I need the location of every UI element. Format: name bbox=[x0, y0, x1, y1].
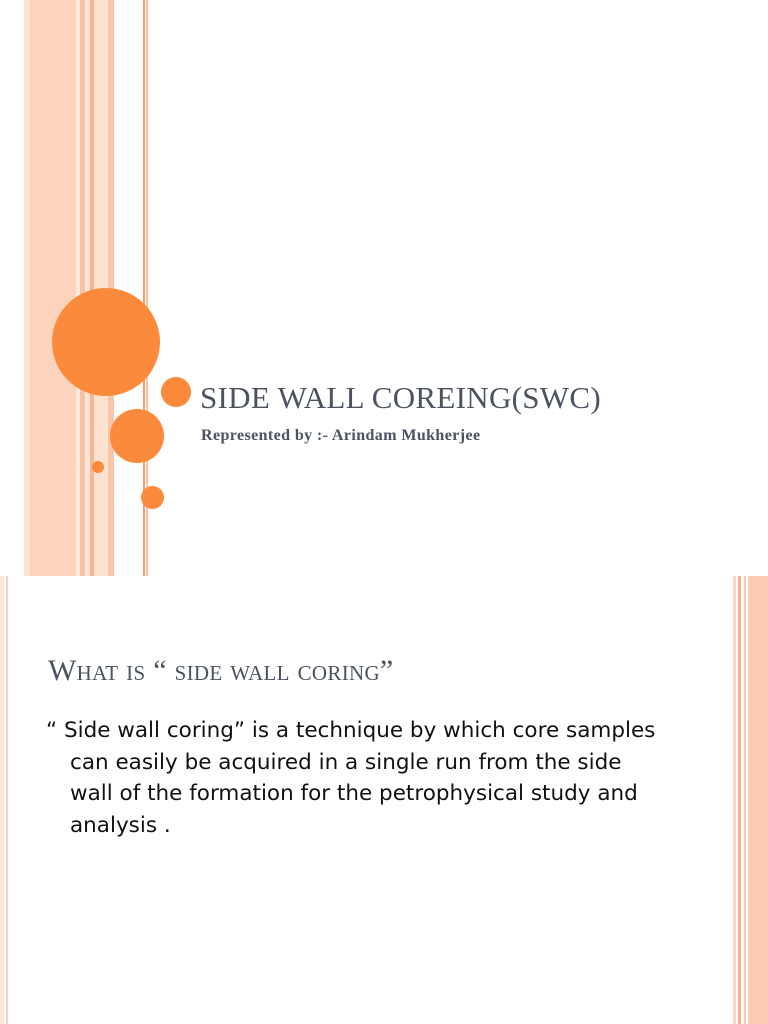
decor-circle-small bbox=[141, 486, 164, 509]
decor-stripe bbox=[30, 0, 76, 576]
content-slide bbox=[0, 576, 768, 1024]
slide-subtitle: Represented by :- Arindam Mukherjee bbox=[201, 427, 481, 444]
decor-stripe bbox=[748, 576, 768, 1024]
slide-heading: What is “ side wall coring” bbox=[48, 654, 394, 687]
slide-title: SIDE WALL COREING(SWC) bbox=[200, 380, 601, 415]
slide-body-text: “ Side wall coring” is a technique by which core samples can easily be acquired in a single run from the side wall of the formation for the petrophysical study and analysis . bbox=[46, 718, 656, 838]
decor-stripe bbox=[733, 576, 736, 1024]
decor-circle-medium bbox=[110, 409, 164, 463]
decor-stripe bbox=[0, 576, 4, 1024]
decor-circle-tiny bbox=[92, 461, 104, 473]
decor-stripe bbox=[6, 576, 8, 1024]
decor-circle-large bbox=[52, 288, 160, 396]
decor-stripe bbox=[738, 576, 741, 1024]
decor-circle-small bbox=[161, 377, 191, 407]
decor-stripe bbox=[744, 576, 746, 1024]
